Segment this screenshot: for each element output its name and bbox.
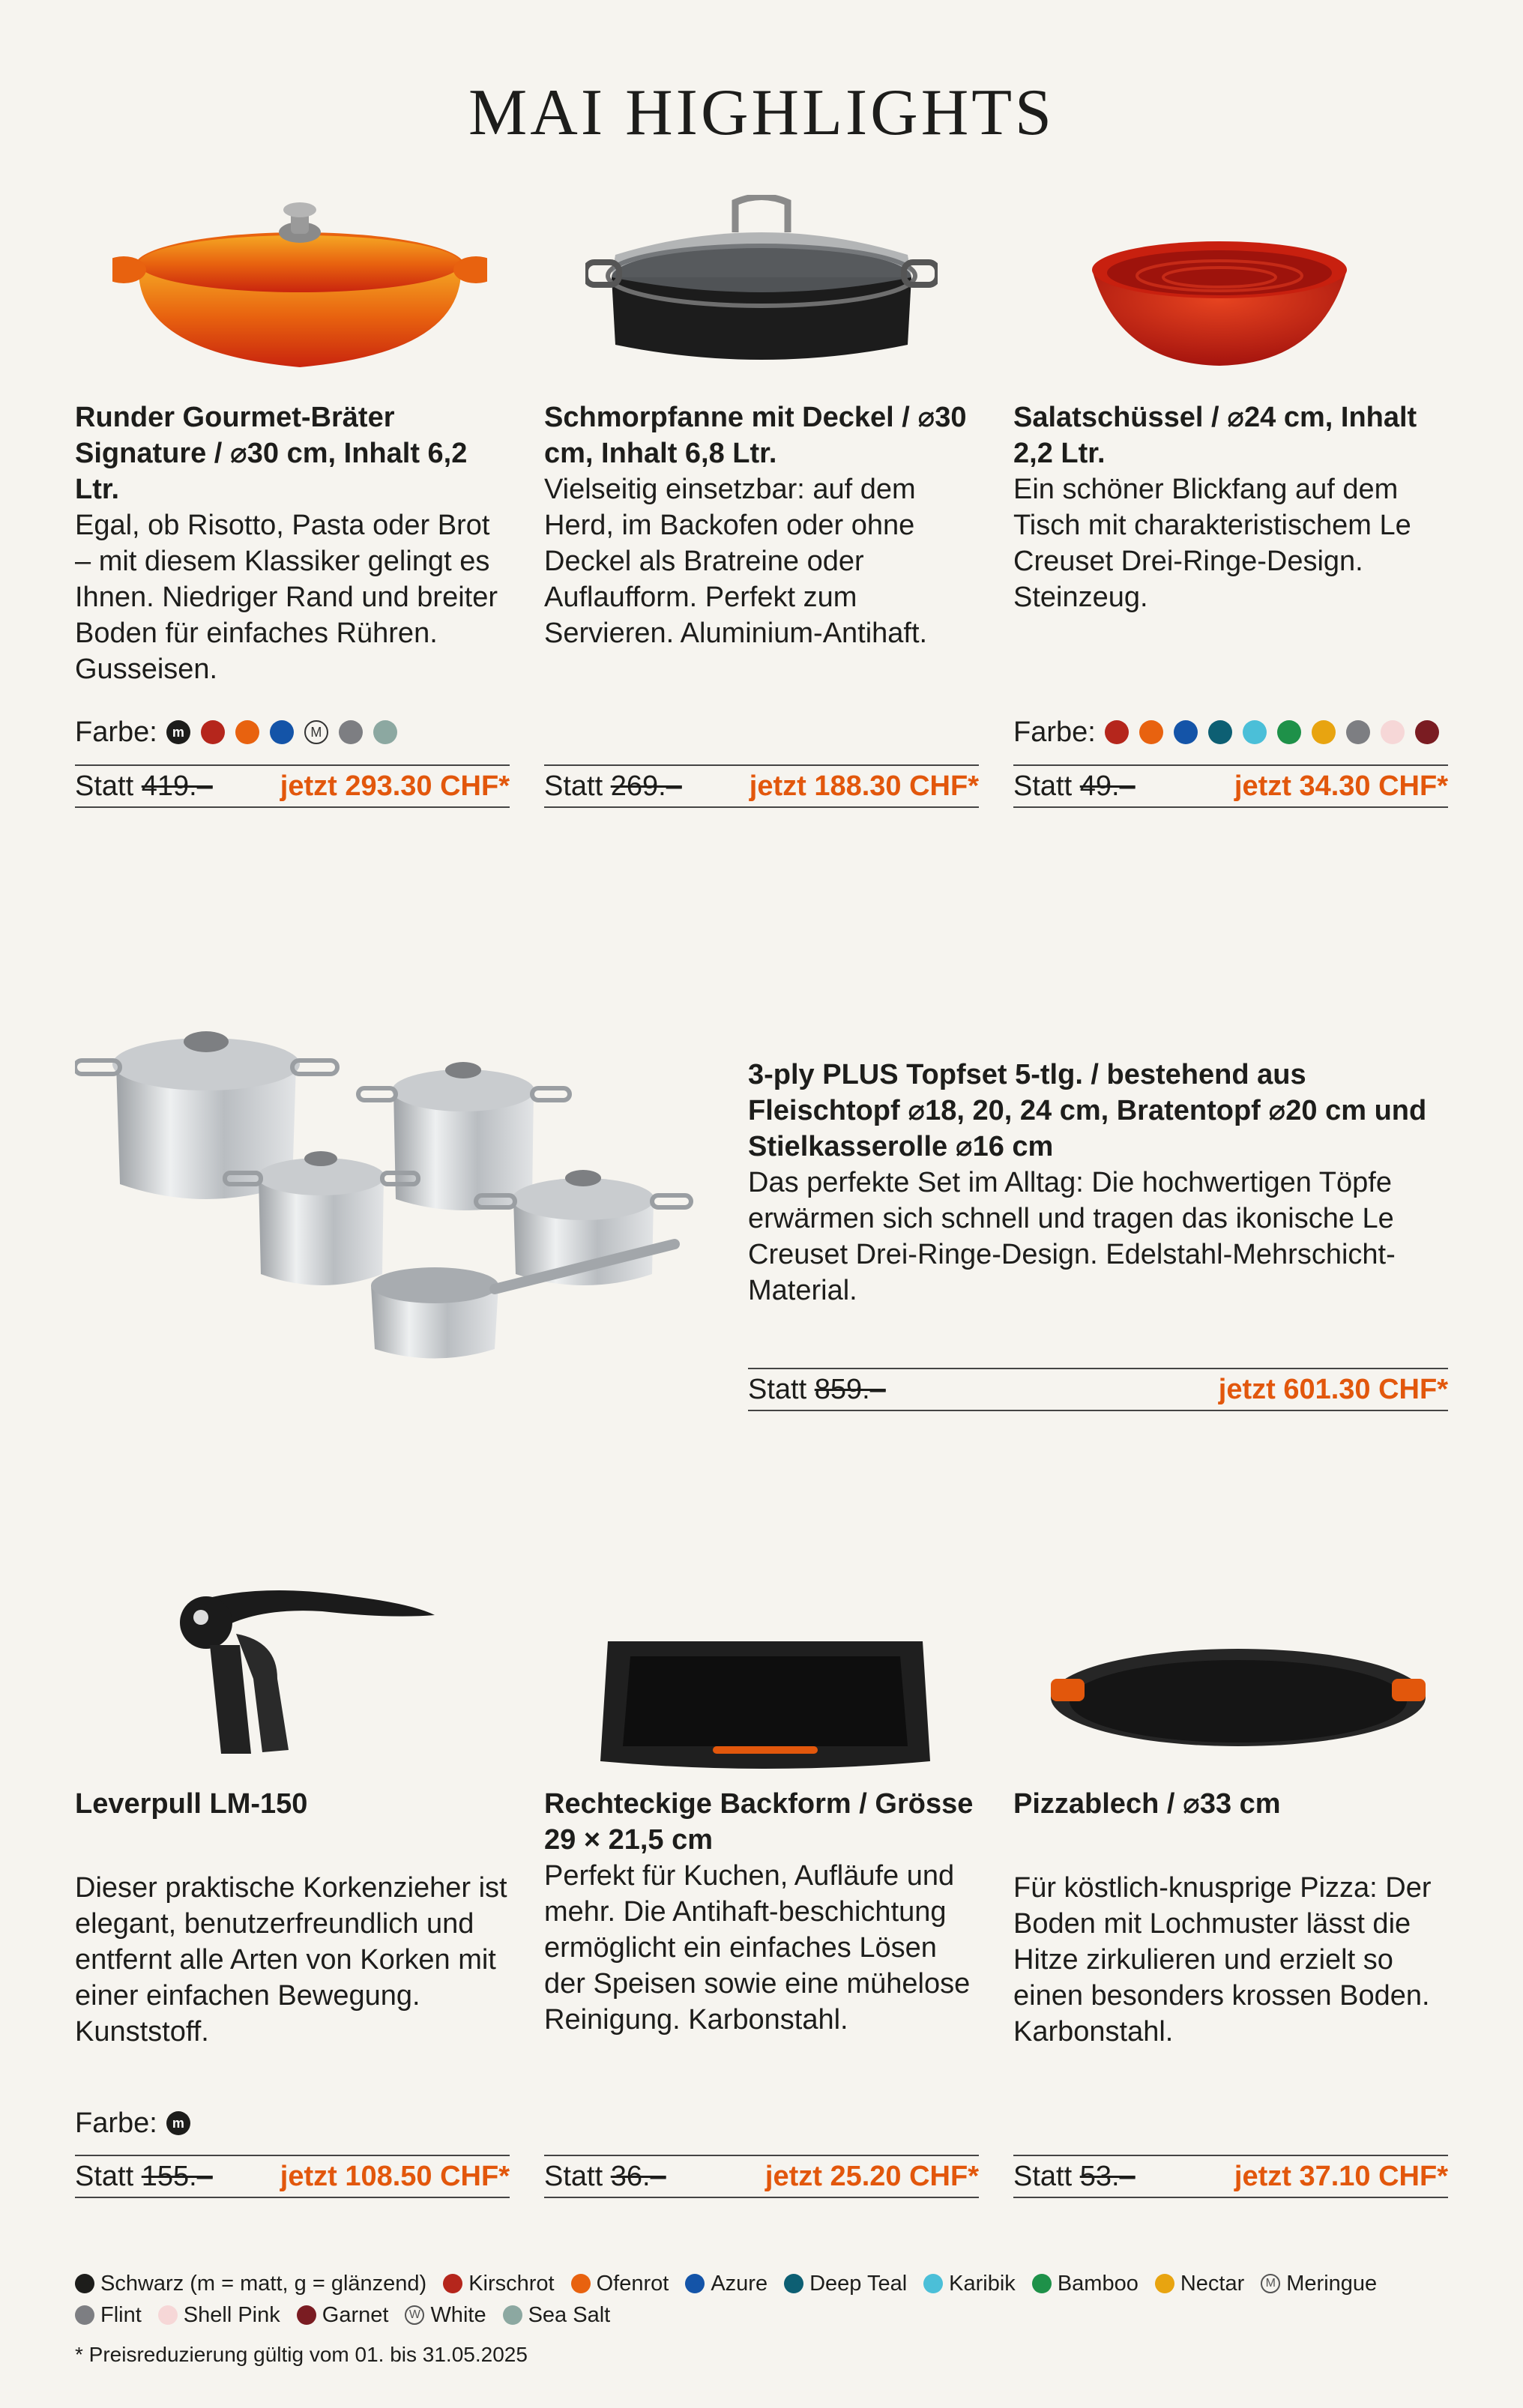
legend-label: Kirschrot — [468, 2272, 555, 2296]
footnote: * Preisreduzierung gültig vom 01. bis 31.05.2025 — [75, 2343, 528, 2366]
legend-label: Ofenrot — [596, 2272, 669, 2296]
legend-swatch — [75, 2305, 94, 2325]
legend-item — [503, 2299, 611, 2331]
color-swatch-meringue: M — [304, 720, 328, 744]
product-card-braeter — [75, 195, 510, 809]
swatch-list — [166, 720, 408, 744]
new-price: jetzt 34.30 CHF* — [1234, 770, 1448, 802]
color-swatch-bamboo — [1277, 720, 1301, 744]
product-description: Dieser praktische Korkenzieher ist elegant, benutzerfreundlich und entfernt alle Arten von Korken mit einer einfachen Bewegung. Kunststoff. — [75, 1872, 507, 2048]
corkscrew-icon — [165, 1581, 450, 1761]
old-price: 53.– — [1079, 2160, 1136, 2192]
swatch-list — [1105, 720, 1450, 744]
farbe-label: Farbe: — [75, 716, 157, 748]
old-price-group — [544, 2161, 666, 2193]
color-legend — [75, 2268, 1462, 2331]
price-bar — [748, 1368, 1448, 1411]
new-price: jetzt 37.10 CHF* — [1234, 2160, 1448, 2192]
old-price: 419.– — [141, 770, 213, 802]
color-swatch-schwarz-matt: m — [166, 720, 190, 744]
product-description: Ein schöner Blickfang auf dem Tisch mit charakteristischem Le Creuset Drei-Ringe-Design. Steinzeug. — [1013, 474, 1411, 613]
legend-label: White — [430, 2303, 486, 2327]
color-swatch-deep-teal — [1208, 720, 1232, 744]
legend-label: Sea Salt — [528, 2303, 611, 2327]
legend-label: Meringue — [1286, 2272, 1378, 2296]
legend-item — [685, 2268, 767, 2299]
legend-item — [1261, 2268, 1377, 2299]
legend-item — [1155, 2268, 1244, 2299]
price-bar — [1013, 764, 1448, 808]
legend-swatch — [923, 2274, 943, 2293]
old-price-group — [544, 770, 682, 803]
swatch-list — [166, 2111, 201, 2135]
product-title: Pizzablech / ⌀33 cm — [1013, 1788, 1281, 1820]
product-description: Perfekt für Kuchen, Aufläufe und mehr. Die Antihaft-beschichtung ermöglicht ein einfaches Lösen der Speisen sowie eine mühelose Reinigung. Karbonstahl. — [544, 1860, 971, 2036]
legend-item — [784, 2268, 907, 2299]
legend-swatch — [1032, 2274, 1052, 2293]
color-swatch-azure — [1174, 720, 1198, 744]
color-swatch-flint — [339, 720, 363, 744]
legend-label: Shell Pink — [183, 2303, 280, 2327]
legend-item — [405, 2299, 486, 2331]
legend-label: Garnet — [322, 2303, 389, 2327]
legend-swatch — [784, 2274, 803, 2293]
old-price: 859.– — [814, 1373, 886, 1405]
old-price-group — [75, 770, 213, 803]
product-card-leverpull — [75, 1581, 510, 2203]
new-price: jetzt 108.50 CHF* — [280, 2160, 510, 2192]
color-swatch-shell-pink — [1381, 720, 1405, 744]
product-card-backform — [544, 1581, 979, 2203]
farbe-label: Farbe: — [1013, 716, 1096, 748]
price-bar — [75, 764, 510, 808]
statt-label: Statt — [544, 770, 603, 802]
statt-label: Statt — [748, 1373, 807, 1405]
legend-label: Deep Teal — [809, 2272, 908, 2296]
baking-tray-icon — [600, 1626, 930, 1776]
color-swatch-ofenrot — [1139, 720, 1163, 744]
product-title: Salatschüssel / ⌀24 cm, Inhalt 2,2 Ltr. — [1013, 402, 1417, 469]
product-description: Vielseitig einsetzbar: auf dem Herd, im Backofen oder ohne Deckel als Bratreine oder Auflaufform. Perfekt zum Servieren. Aluminium-Antihaft. — [544, 474, 928, 649]
old-price: 155.– — [141, 2160, 213, 2192]
product-title: 3-ply PLUS Topfset 5-tlg. / bestehend aus Fleischtopf ⌀18, 20, 24 cm, Bratentopf ⌀20 cm und Stielkasserolle ⌀16 cm — [748, 1059, 1427, 1162]
legend-item — [75, 2268, 426, 2299]
legend-swatch — [443, 2274, 462, 2293]
legend-swatch — [571, 2274, 591, 2293]
farbe-label: Farbe: — [75, 2107, 157, 2139]
color-options — [75, 714, 408, 750]
legend-label: Azure — [711, 2272, 768, 2296]
legend-swatch: W — [405, 2305, 424, 2325]
new-price: jetzt 188.30 CHF* — [749, 770, 979, 802]
color-options — [1013, 714, 1450, 750]
old-price: 269.– — [610, 770, 682, 802]
color-swatch-sea-salt — [373, 720, 397, 744]
new-price: jetzt 601.30 CHF* — [1218, 1373, 1448, 1405]
color-swatch-kirschrot — [1105, 720, 1129, 744]
product-card-topfset — [75, 1019, 1448, 1409]
statt-label: Statt — [1013, 770, 1073, 802]
legend-label: Nectar — [1180, 2272, 1245, 2296]
legend-item — [571, 2268, 669, 2299]
color-swatch-karibik — [1243, 720, 1267, 744]
braiser-black-icon — [585, 195, 938, 375]
color-swatch-ofenrot — [235, 720, 259, 744]
statt-label: Statt — [544, 2160, 603, 2192]
product-card-salatschuessel — [1013, 195, 1448, 809]
legend-label: Bamboo — [1057, 2272, 1139, 2296]
legend-swatch — [158, 2305, 178, 2325]
old-price-group — [748, 1374, 886, 1406]
legend-swatch: M — [1261, 2274, 1280, 2293]
color-swatch-azure — [270, 720, 294, 744]
legend-label: Schwarz (m = matt, g = glänzend) — [100, 2272, 427, 2296]
cocotte-orange-icon — [112, 195, 487, 375]
product-title: Rechteckige Backform / Grösse 29 × 21,5 cm — [544, 1788, 974, 1856]
old-price: 36.– — [610, 2160, 666, 2192]
stainless-pot-set-icon — [75, 1019, 735, 1379]
old-price-group — [1013, 770, 1136, 803]
legend-item — [443, 2268, 554, 2299]
old-price-group — [1013, 2161, 1136, 2193]
price-bar — [1013, 2155, 1448, 2198]
statt-label: Statt — [75, 2160, 134, 2192]
old-price-group — [75, 2161, 213, 2193]
legend-swatch — [297, 2305, 316, 2325]
legend-swatch — [1155, 2274, 1174, 2293]
color-swatch-schwarz-matt: m — [166, 2111, 190, 2135]
salad-bowl-red-icon — [1088, 240, 1351, 367]
color-swatch-flint — [1346, 720, 1370, 744]
color-options — [75, 2105, 201, 2141]
color-swatch-nectar — [1312, 720, 1336, 744]
legend-item — [1032, 2268, 1139, 2299]
statt-label: Statt — [75, 770, 134, 802]
color-swatch-kirschrot — [201, 720, 225, 744]
legend-swatch — [75, 2274, 94, 2293]
old-price: 49.– — [1079, 770, 1136, 802]
price-bar — [544, 2155, 979, 2198]
legend-item — [923, 2268, 1016, 2299]
product-title: Schmorpfanne mit Deckel / ⌀30 cm, Inhalt 6,8 Ltr. — [544, 402, 967, 469]
legend-item — [297, 2299, 389, 2331]
price-bar — [75, 2155, 510, 2198]
legend-item — [75, 2299, 142, 2331]
pizza-pan-icon — [1047, 1641, 1429, 1761]
legend-swatch — [685, 2274, 705, 2293]
legend-label: Flint — [100, 2303, 142, 2327]
page-title: MAI HIGHLIGHTS — [468, 76, 1055, 149]
new-price: jetzt 293.30 CHF* — [280, 770, 510, 802]
new-price: jetzt 25.20 CHF* — [764, 2160, 979, 2192]
legend-item — [158, 2299, 280, 2331]
price-bar — [544, 764, 979, 808]
product-description: Das perfekte Set im Alltag: Die hochwertigen Töpfe erwärmen sich schnell und tragen das ikonische Le Creuset Drei-Ringe-Design. Edelstahl-Mehrschicht-Material. — [748, 1167, 1396, 1306]
legend-label: Karibik — [949, 2272, 1016, 2296]
product-title: Leverpull LM-150 — [75, 1788, 308, 1820]
color-swatch-garnet — [1415, 720, 1439, 744]
product-card-pizzablech — [1013, 1581, 1448, 2203]
statt-label: Statt — [1013, 2160, 1073, 2192]
legend-swatch — [503, 2305, 522, 2325]
product-description: Für köstlich-knusprige Pizza: Der Boden mit Lochmuster lässt die Hitze zirkulieren und erzielt so einen besonders krossen Boden. Karbonstahl. — [1013, 1872, 1432, 2048]
product-description: Egal, ob Risotto, Pasta oder Brot – mit diesem Klassiker gelingt es Ihnen. Niedriger Rand und breiter Boden für einfaches Rühren. Gusseisen. — [75, 510, 498, 685]
product-card-schmorpfanne — [544, 195, 979, 809]
product-title: Runder Gourmet-Bräter Signature / ⌀30 cm, Inhalt 6,2 Ltr. — [75, 402, 468, 505]
